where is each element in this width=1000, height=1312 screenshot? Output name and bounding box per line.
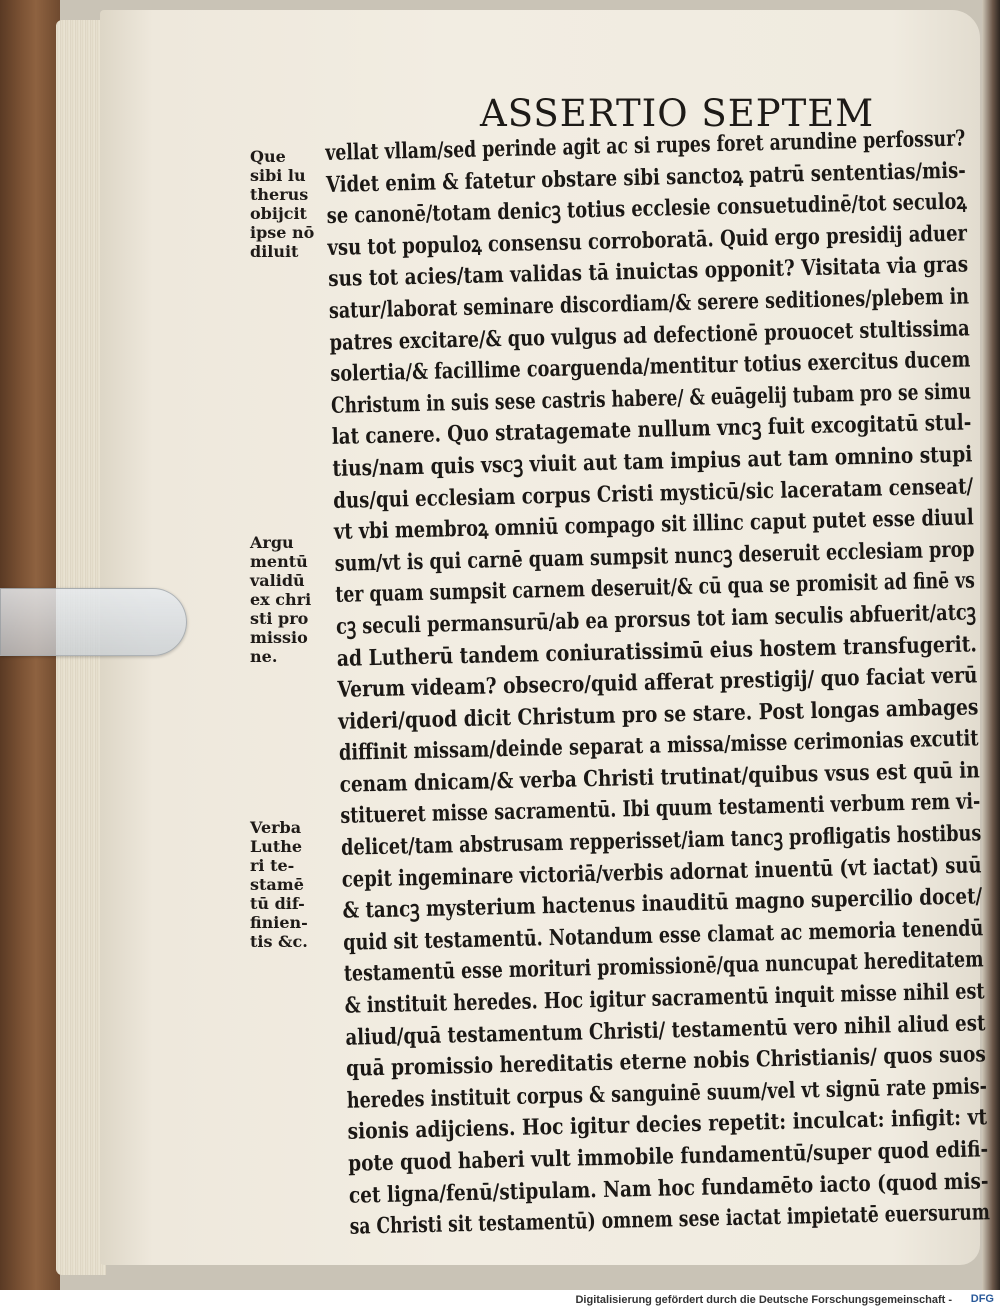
margin-note-line: therus xyxy=(250,185,309,204)
text-line: lat canere. Quo stratagemate nullum vncꝫ fuit excogitatū stul- xyxy=(331,409,972,451)
margin-note-line: validū xyxy=(250,571,305,590)
text-line: sum/vt is qui carnē quam sumpsit nuncꝫ deseruit ecclesiam prop xyxy=(334,536,975,577)
text-line: stitueret misse sacramentū. Ibi quum testamenti verbum rem vi- xyxy=(340,788,981,830)
running-header: ASSERTIO SEPTEM xyxy=(480,92,875,135)
text-line: cꝫ seculi permansurū/ab ea prorsus tot iam seculis abfuerit/atcꝫ xyxy=(335,599,977,640)
margin-note-line: Luthe xyxy=(250,837,303,856)
text-line: ad Lutherū tandem coniuratissimū eius hostem transfugerit. xyxy=(336,630,978,672)
text-line: sus tot acies/tam validas tā inuictas opponit? Visitata via gras xyxy=(327,251,969,293)
margin-note-1 xyxy=(250,147,320,261)
dfg-logo: DFG xyxy=(970,1293,994,1305)
text-line: sa Christi sit testamentū) omnem sese iactat impietatē euersurum xyxy=(349,1199,991,1240)
margin-note-line: Que xyxy=(250,147,286,166)
text-line: delicet/tam abstrusam repperisset/iam tancꝫ profligatis hostibus xyxy=(340,820,982,861)
margin-note-3 xyxy=(250,818,320,951)
margin-note-line: missio xyxy=(250,628,308,647)
text-line: vsu tot populoꝝ consensu corroboratā. Quid ergo presidij aduer xyxy=(327,220,968,261)
margin-note-line: obijcit xyxy=(250,204,307,223)
margin-note-line: ri te- xyxy=(250,856,295,875)
margin-note-line: ne. xyxy=(250,647,278,666)
margin-note-line: mentū xyxy=(250,552,308,571)
text-line: diffinit missam/deinde separat a missa/misse cerimonias excutit xyxy=(338,725,979,767)
text-line: cenam dnicam/& verba Christi trutinat/quibus vsus est quū in xyxy=(339,757,980,798)
text-line: sionis adijciens. Hoc igitur decies repetit: inculcat: infigit: vt xyxy=(347,1104,988,1146)
text-line: cepit ingeminare victoriā/verbis adornat inuentū (vt iactat) suū xyxy=(341,851,982,893)
text-line: testamentū esse morituri promissionē/qua nuncupat hereditatem xyxy=(343,946,984,988)
text-line: Videt enim & fatetur obstare sibi sanctoꝝ patrū sententias/mis- xyxy=(325,157,966,198)
text-line: Christum in suis sese castris habere/ & euāgelij tubam pro se simu xyxy=(330,378,972,419)
text-line: quid sit testamentū. Notandum esse clamat ac memoria tenendū xyxy=(342,915,984,956)
margin-note-line: Argu xyxy=(250,533,294,552)
margin-note-line: tū dif- xyxy=(250,894,305,913)
body-text-block xyxy=(325,123,990,1243)
margin-note-line: diluit xyxy=(250,242,299,261)
text-line: ter quam sumpsit carnem deseruit/& cū qua se promisit ad finē vs xyxy=(335,567,976,609)
text-line: heredes instituit corpus & sanguinē suum/vel vt signū rate pmis- xyxy=(346,1073,988,1114)
text-line: patres excitare/& quo vulgus ad defectionē prouocet stultissima xyxy=(329,314,970,356)
text-line: solertia/& facillime coarguenda/mentitur totius exercitus ducem xyxy=(330,346,971,388)
text-line: satur/laborat seminare discordiam/& serere seditiones/plebem in xyxy=(328,283,970,324)
text-line: tius/nam quis vscꝫ viuit aut tam impius aut tam omnino stupi xyxy=(332,441,973,482)
text-line: & instituit heredes. Hoc igitur sacramentū inquit misse nihil est xyxy=(344,978,985,1019)
page-clip xyxy=(0,588,187,656)
text-line: dus/qui ecclesiam corpus Cristi mysticū/sic laceratam censeat/ xyxy=(332,472,974,514)
margin-note-line: ipse nō xyxy=(250,223,315,242)
margin-note-line: ex chri xyxy=(250,590,312,609)
text-line: videri/quod dicit Christum pro se stare. Post longas ambages xyxy=(337,694,979,735)
margin-note-line: sti pro xyxy=(250,609,309,628)
text-line: cet ligna/fenū/stipulam. Nam hoc fundamēto iacto (quod mis- xyxy=(348,1167,989,1209)
text-line: aliud/quā testamentum Christi/ testamentū vero nihil aliud est xyxy=(345,1009,986,1051)
margin-note-line: finien- xyxy=(250,913,308,932)
footer-credit: Digitalisierung gefördert durch die Deutsche Forschungsgemeinschaft - xyxy=(575,1294,952,1306)
text-line: vt vbi membroꝝ omniū compago sit illinc caput putet esse diuul xyxy=(333,504,974,546)
footer-bar xyxy=(0,1290,1000,1312)
text-line: quā promissio hereditatis eterne nobis Christianis/ quos suos xyxy=(345,1041,987,1082)
text-line: vellat vllam/sed perinde agit ac si rupes foret arundine perfossur? xyxy=(325,125,966,166)
margin-note-line: sibi lu xyxy=(250,166,306,185)
text-line: se canonē/totam denicꝫ totius ecclesie consuetudinē/tot seculoꝝ xyxy=(326,188,967,230)
margin-note-2 xyxy=(250,533,320,666)
text-line: pote quod haberi vult immobile fundamentū/super quod edifi- xyxy=(347,1136,989,1177)
text-line: Verum videam? obsecro/quid afferat prestigij/ quo faciat verū xyxy=(337,662,978,703)
margin-note-line: tis &c. xyxy=(250,932,308,951)
margin-note-line: stamē xyxy=(250,875,304,894)
margin-note-line: Verba xyxy=(250,818,302,837)
text-line: & tancꝫ mysterium hactenus inauditū magno supercilio docet/ xyxy=(342,883,983,925)
